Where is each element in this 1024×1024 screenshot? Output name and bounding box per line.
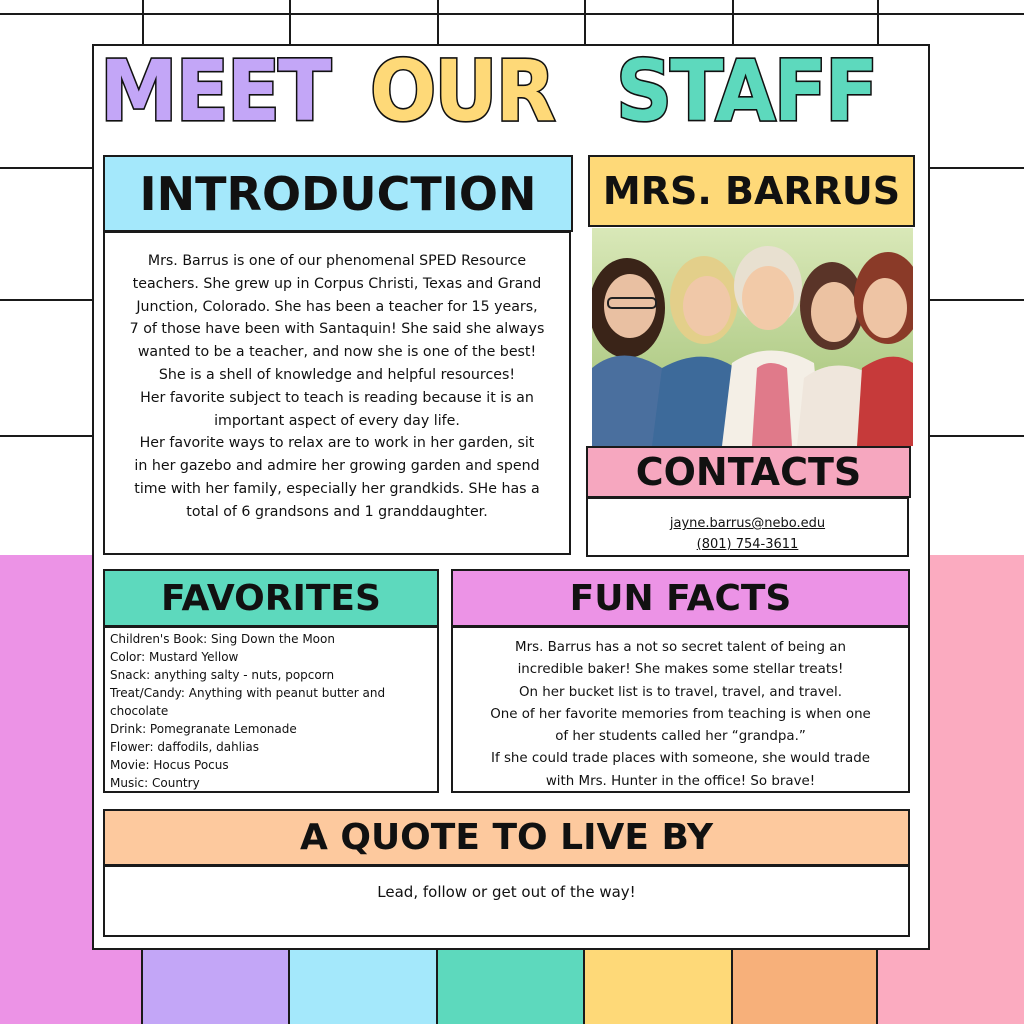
introduction-text — [105, 250, 569, 524]
favorite-item: Flower: daffodils, dahlias — [110, 740, 259, 754]
fun-fact-line: with Mrs. Hunter in the office! So brave! — [545, 773, 816, 789]
contact-email-link[interactable]: jayne.barrus@nebo.edu — [669, 516, 826, 531]
band-bottom-sky — [290, 950, 438, 1024]
fun-fact-line: One of her favorite memories from teaching is when one — [490, 706, 871, 722]
quote-body — [103, 865, 910, 937]
quote-header: A QUOTE TO LIVE BY — [103, 809, 910, 866]
favorite-item: Drink: Pomegranate Lemonade — [110, 722, 297, 736]
introduction-line: time with her family, especially her grandkids. SHe has a — [134, 480, 540, 497]
favorite-item: Color: Mustard Yellow — [110, 650, 239, 664]
favorite-item: Snack: anything salty - nuts, popcorn — [110, 668, 335, 682]
introduction-line: important aspect of every day life. — [214, 412, 460, 429]
favorites-list — [110, 630, 429, 792]
title-staff: STAFF — [616, 43, 877, 141]
introduction-line: wanted to be a teacher, and now she is one of the best! — [137, 344, 537, 361]
introduction-line: She is a shell of knowledge and helpful resources! — [158, 366, 516, 383]
introduction-line: Her favorite subject to teach is reading because it is an — [140, 389, 534, 406]
staff-photo-image — [592, 228, 913, 446]
favorite-item: Treat/Candy: Anything with peanut butter and — [110, 686, 386, 700]
fun-fact-line: On her bucket list is to travel, travel, and travel. — [519, 684, 842, 700]
band-bottom-mint — [438, 950, 585, 1024]
favorites-body — [103, 626, 439, 793]
introduction-line: in her gazebo and admire her growing garden and spend — [134, 458, 540, 475]
favorite-item: Children's Book: Sing Down the Moon — [110, 632, 335, 646]
introduction-line: 7 of those have been with Santaquin! She said she always — [129, 321, 545, 338]
fun-facts-text — [453, 637, 908, 793]
band-bottom-rose — [878, 950, 1024, 1024]
staff-name-header: MRS. BARRUS — [588, 155, 915, 227]
staff-photo — [592, 228, 913, 446]
contact-phone-link[interactable]: (801) 754-3611 — [696, 537, 799, 552]
band-bottom-lavender — [143, 950, 290, 1024]
fun-facts-header: FUN FACTS — [451, 569, 910, 627]
favorite-item: chocolate — [110, 704, 169, 718]
introduction-body — [103, 231, 571, 555]
introduction-line: total of 6 grandsons and 1 granddaughter. — [186, 503, 488, 520]
fun-fact-line: incredible baker! She makes some stellar treats! — [517, 662, 844, 678]
fun-fact-line: of her students called her “grandpa.” — [555, 729, 806, 745]
introduction-line: Mrs. Barrus is one of our phenomenal SPED Resource — [147, 253, 527, 269]
favorites-header: FAVORITES — [103, 569, 439, 627]
quote-text: Lead, follow or get out of the way! — [377, 883, 636, 901]
title-meet: MEET — [100, 43, 330, 141]
fun-fact-line: Mrs. Barrus has a not so secret talent of being an — [515, 640, 846, 655]
contacts-body — [586, 497, 909, 557]
introduction-line: Her favorite ways to relax are to work in her garden, sit — [139, 435, 535, 452]
favorite-item: Music: Country — [110, 776, 200, 790]
introduction-header: INTRODUCTION — [103, 155, 573, 232]
band-bottom-orange — [733, 950, 878, 1024]
contacts-header: CONTACTS — [586, 446, 911, 498]
introduction-line: teachers. She grew up in Corpus Christi, Texas and Grand — [132, 275, 542, 292]
favorite-item: Movie: Hocus Pocus — [110, 758, 229, 772]
title-our: OUR — [370, 43, 554, 141]
band-bottom-orchid — [0, 950, 143, 1024]
introduction-line: Junction, Colorado. She has been a teacher for 15 years, — [136, 298, 538, 315]
fun-facts-body — [451, 626, 910, 793]
fun-fact-line: If she could trade places with someone, she would trade — [491, 751, 870, 767]
band-bottom-yellow — [585, 950, 733, 1024]
